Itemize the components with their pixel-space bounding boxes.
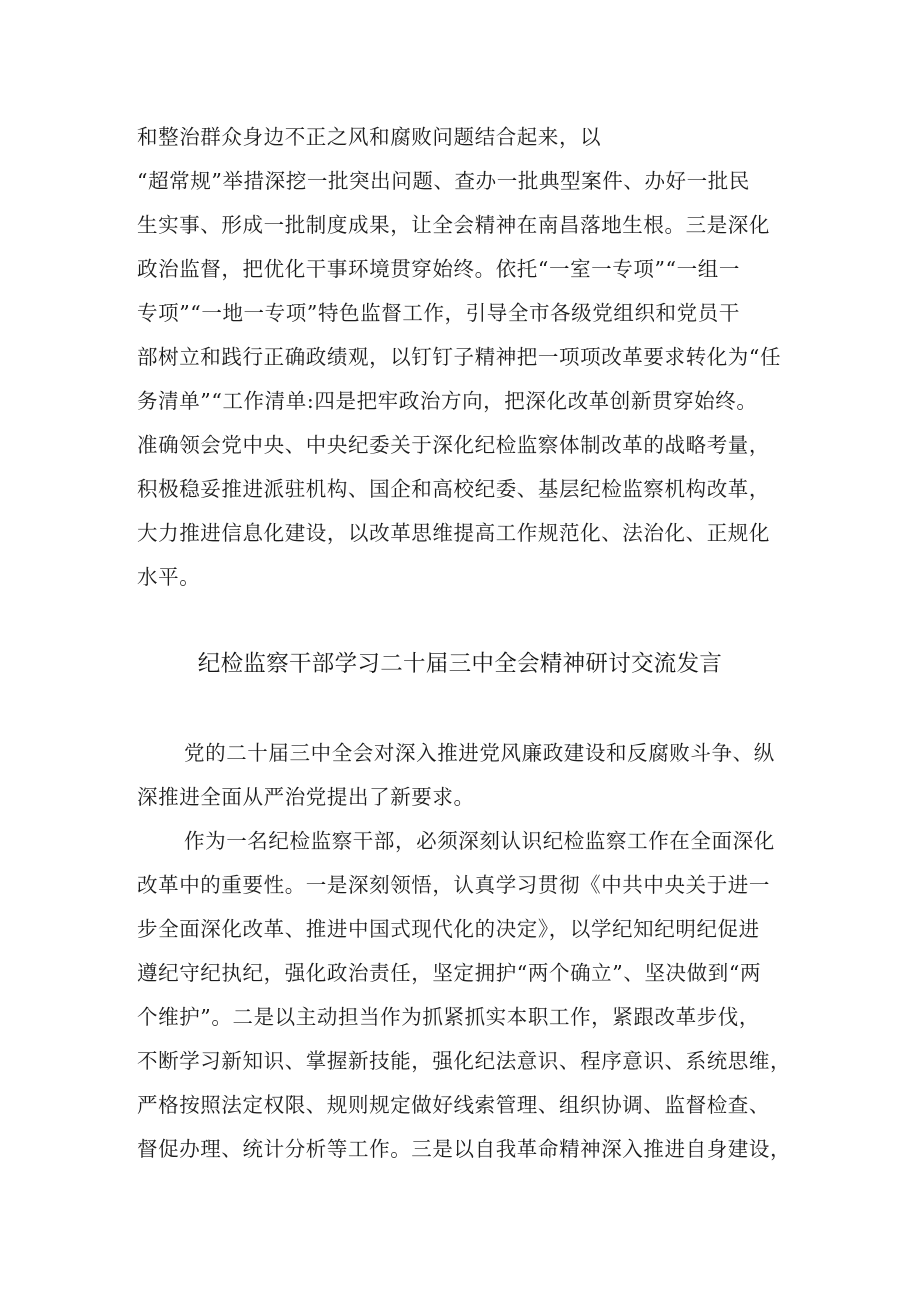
article-title: 纪检监察干部学习二十届三中全会精神研讨交流发言 xyxy=(197,651,723,677)
paragraph2-line-5: 个维护”。二是以主动担当作为抓紧抓实本职工作，紧跟改革步伐， xyxy=(137,1005,760,1029)
section1-line-6: 部树立和践行正确政绩观，以钉钉子精神把一项项改革要求转化为“任 xyxy=(137,345,782,369)
section1-line-1: 和整治群众身边不正之风和腐败问题结合起来，以 xyxy=(137,125,602,149)
section1-line-2: “超常规”举措深挖一批突出问题、查办一批典型案件、办好一批民 xyxy=(137,169,750,193)
paragraph2-line-6: 不断学习新知识、掌握新技能，强化纪法意识、程序意识、系统思维， xyxy=(137,1049,792,1073)
section1-line-9: 积极稳妥推进派驻机构、国企和高校纪委、基层纪检监察机构改革， xyxy=(137,477,770,501)
paragraph2-line-8: 督促办理、统计分析等工作。三是以自我革命精神深入推进自身建设， xyxy=(137,1137,792,1161)
section1-line-11: 水平。 xyxy=(137,565,201,589)
paragraph2-line-1: 作为一名纪检监察干部，必须深刻认识纪检监察工作在全面深化 xyxy=(184,829,775,853)
section1-line-7: 务清单”“工作清单:四是把牢政治方向，把深化改革创新贯穿始终。 xyxy=(137,389,758,413)
section1-line-10: 大力推进信息化建设，以改革思维提高工作规范化、法治化、正规化 xyxy=(137,521,770,545)
section1-line-3: 生实事、形成一批制度成果，让全会精神在南昌落地生根。三是深化 xyxy=(137,213,770,237)
paragraph2-line-3: 步全面深化改革、推进中国式现代化的决定》，以学纪知纪明纪促进 xyxy=(137,917,760,941)
paragraph2-line-4: 遵纪守纪执纪，强化政治责任，坚定拥护“两个确立”、坚决做到“两 xyxy=(137,961,762,985)
section1-line-8: 准确领会党中央、中央纪委关于深化纪检监察体制改革的战略考量， xyxy=(137,433,770,457)
section1-line-4: 政治监督，把优化干事环境贯穿始终。依托“一室一专项”“一组一 xyxy=(137,257,740,281)
section1-line-5: 专项”“一地一专项”特色监督工作，引导全市各级党组织和党员干 xyxy=(137,301,740,325)
paragraph1-line-2: 深推进全面从严治党提出了新要求。 xyxy=(137,785,475,809)
paragraph2-line-2: 改革中的重要性。一是深刻领悟，认真学习贯彻《中共中央关于进一 xyxy=(137,873,770,897)
paragraph1-line-1: 党的二十届三中全会对深入推进党风廉政建设和反腐败斗争、纵 xyxy=(184,741,775,765)
paragraph2-line-7: 严格按照法定权限、规则规定做好线索管理、组织协调、监督检查、 xyxy=(137,1093,770,1117)
